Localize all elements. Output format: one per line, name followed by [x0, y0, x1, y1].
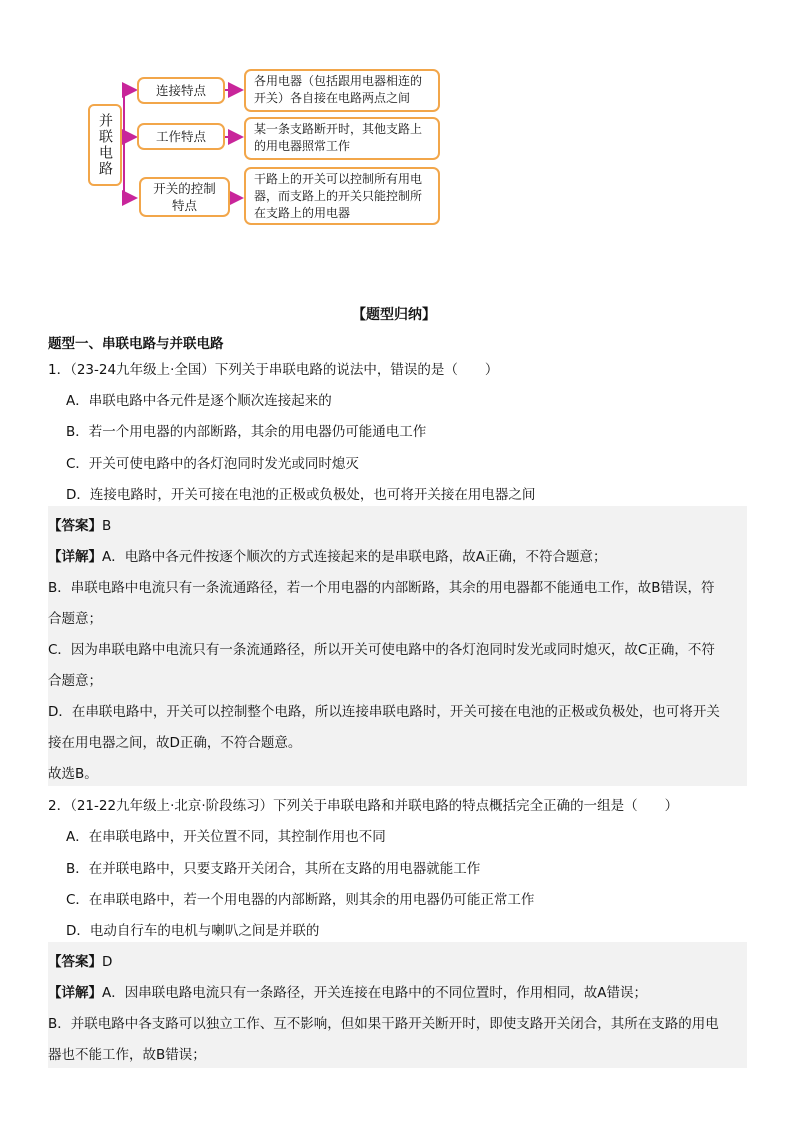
branch-working-box: [137, 123, 225, 150]
q1-detail-line-4: C．因为串联电路中电流只有一条流通路径，所以开关可使电路中的各灯泡同时发光或同时熄灭，故C正确，不符: [48, 642, 715, 658]
q1-detail-line-6: D．在串联电路中，开关可以控制整个电路，所以连接串联电路时，开关可接在电池的正极或负极处，也可将开关: [48, 704, 720, 720]
q1-option-b: B．若一个用电器的内部断路，其余的用电器仍可能通电工作: [66, 424, 427, 440]
q2-detail-text-1: A．因串联电路电流只有一条路径，开关连接在电路中的不同位置时，作用相同，故A错误；: [102, 985, 647, 1001]
q2-option-b: B．在并联电路中，只要支路开关闭合，其所在支路的用电器就能工作: [66, 861, 481, 877]
branch-working-label: 工作特点: [155, 129, 206, 144]
q1-detail-tag: 【详解】: [48, 549, 102, 565]
desc-working-line2: 的用电器照常工作: [254, 139, 351, 153]
q1-option-d: D．连接电路时，开关可接在电池的正极或负极处，也可将开关接在用电器之间: [66, 487, 536, 503]
diagram-root-box: [88, 104, 122, 186]
diagram-root-label: 并联电路: [97, 113, 113, 177]
q1-option-a: A．串联电路中各元件是逐个顺次连接起来的: [66, 393, 332, 409]
q2-stem: 2．（21-22九年级上·北京·阶段练习）下列关于串联电路和并联电路的特点概括完全正确的一组是（ ）: [48, 798, 679, 814]
q1-answer-value: B: [102, 518, 112, 534]
q1-conclusion: 故选B。: [48, 766, 98, 782]
desc-switch-line1: 干路上的开关可以控制所有用电: [254, 172, 423, 186]
q2-detail-line-2: B．并联电路中各支路可以独立工作、互不影响，但如果干路开关断开时，即使支路开关闭合，其所在支路的用电: [48, 1016, 719, 1032]
q1-detail-line-3: 合题意；: [48, 611, 102, 627]
q1-stem: 1．（23-24九年级上·全国）下列关于串联电路的说法中，错误的是（ ）: [48, 362, 499, 378]
q2-answer-value: D: [102, 954, 113, 970]
q1-detail-line-7: 接在用电器之间，故D正确，不符合题意。: [48, 735, 302, 751]
q2-option-a: A．在串联电路中，开关位置不同，其控制作用也不同: [66, 829, 386, 845]
q1-detail-line-1: [48, 545, 606, 565]
q1-answer-tag: 【答案】: [48, 518, 102, 534]
branch-connection-box: [137, 77, 225, 104]
desc-working-line1: 某一条支路断开时，其他支路上: [254, 122, 423, 136]
q2-detail-tag: 【详解】: [48, 985, 102, 1001]
q1-answer: [48, 514, 111, 534]
q2-option-d: D．电动自行车的电机与喇叭之间是并联的: [66, 923, 320, 939]
desc-switch-line3: 在支路上的用电器: [254, 206, 351, 220]
q2-detail-line-1: [48, 981, 647, 1001]
desc-connection-line1: 各用电器（包括跟用电器相连的: [254, 74, 423, 88]
q1-option-c: C．开关可使电路中的各灯泡同时发光或同时熄灭: [66, 456, 359, 472]
desc-working-box: [244, 117, 440, 160]
subsection-title: 题型一、串联电路与并联电路: [48, 336, 224, 352]
q2-answer-tag: 【答案】: [48, 954, 102, 970]
q1-detail-line-5: 合题意；: [48, 673, 102, 689]
section-title: 【题型归纳】: [352, 307, 436, 323]
q2-option-c: C．在串联电路中，若一个用电器的内部断路，则其余的用电器仍可能正常工作: [66, 892, 535, 908]
branch-switch-box: [139, 177, 230, 217]
desc-switch-box: [244, 167, 440, 225]
branch-switch-label-line1: 开关的控制: [153, 181, 216, 196]
q2-detail-line-3: 器也不能工作，故B错误；: [48, 1047, 206, 1063]
desc-connection-line2: 开关）各自接在电路两点之间: [254, 91, 411, 105]
q2-answer: [48, 950, 112, 970]
branch-switch-label-line2: 特点: [171, 198, 197, 213]
q1-detail-line-2: B．串联电路中电流只有一条流通路径，若一个用电器的内部断路，其余的用电器都不能通电工作，故B错误，符: [48, 580, 715, 596]
desc-switch-line2: 器，而支路上的开关只能控制所: [254, 189, 423, 203]
desc-connection-box: [244, 69, 440, 112]
branch-connection-label: 连接特点: [155, 83, 206, 98]
q1-detail-text-1: A．电路中各元件按逐个顺次的方式连接起来的是串联电路，故A正确，不符合题意；: [102, 549, 607, 565]
